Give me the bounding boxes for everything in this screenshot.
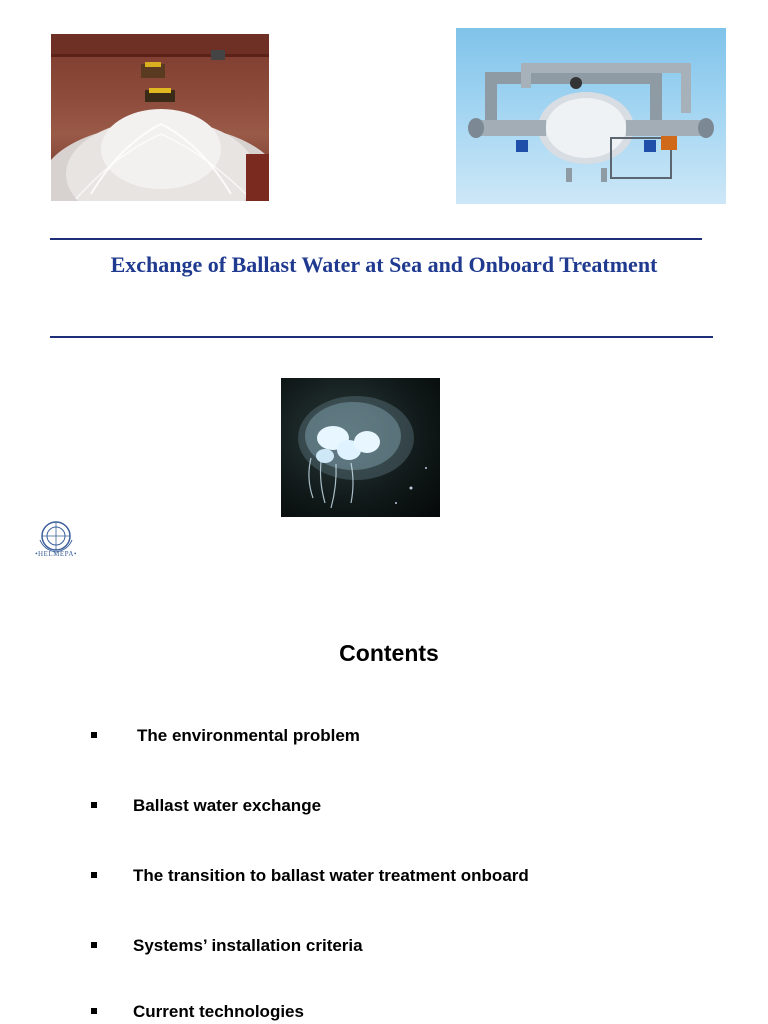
square-bullet-icon <box>91 872 97 878</box>
contents-item-text: Ballast water exchange <box>133 796 322 815</box>
contents-heading: Contents <box>339 640 439 666</box>
logo-text: •HELMEPA• <box>35 550 77 558</box>
square-bullet-icon <box>91 732 97 738</box>
contents-item-text: Systems’ installation criteria <box>133 936 363 955</box>
square-bullet-icon <box>91 802 97 808</box>
treatment-unit-photo <box>456 28 726 204</box>
contents-item-text: The environmental problem <box>137 726 360 745</box>
contents-item-text: Current technologies <box>133 1002 304 1021</box>
square-bullet-icon <box>91 942 97 948</box>
page-title: Exchange of Ballast Water at Sea and Onboard Treatment <box>110 252 658 277</box>
jellyfish-photo <box>281 378 440 517</box>
title-rule-bottom <box>50 336 713 338</box>
contents-item-text: The transition to ballast water treatment onboard <box>133 866 529 885</box>
ballast-overflow-photo <box>51 34 269 201</box>
square-bullet-icon <box>91 1008 97 1014</box>
title-rule-top <box>50 238 702 240</box>
